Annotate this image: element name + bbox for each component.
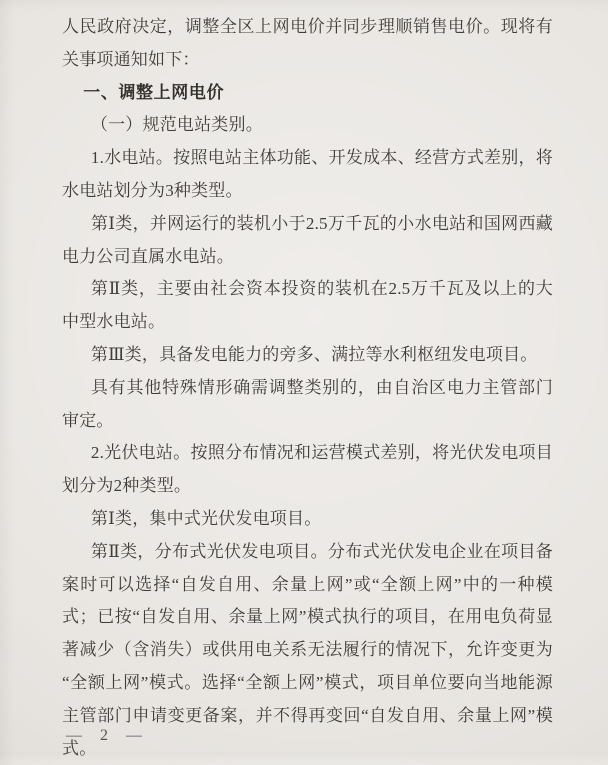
body-paragraph-solar-class1: 第Ⅰ类，集中式光伏发电项目。 <box>90 508 322 528</box>
document-body <box>62 11 553 765</box>
body-paragraph-hydro-class2: 第Ⅱ类，主要由社会资本投资的装机在2.5万千瓦及以上的大中型水电站。 <box>62 279 553 332</box>
subsection-1-heading: （一）规范电站类别。 <box>90 115 263 135</box>
body-paragraph-solar: 2.光伏电站。按照分布情况和运营模式差别，将光伏发电项目划分为2种类型。 <box>62 443 553 496</box>
body-paragraph-hydro-class3: 第Ⅲ类，具备发电能力的旁多、满拉等水利枢纽发电项目。 <box>90 344 538 364</box>
section-1-heading: 一、调整上网电价 <box>83 82 225 102</box>
intro-paragraph: 人民政府决定，调整全区上网电价并同步理顺销售电价。现将有关事项通知如下： <box>62 17 553 69</box>
body-paragraph-hydro-class1: 第Ⅰ类，并网运行的装机小于2.5万千瓦的小水电站和国网西藏电力公司直属水电站。 <box>62 213 553 266</box>
body-paragraph-hydro: 1.水电站。按照电站主体功能、开发成本、经营方式差别，将水电站划分为3种类型。 <box>62 148 553 200</box>
body-paragraph-solar-class2: 第Ⅱ类，分布式光伏发电项目。分布式光伏发电企业在项目备案时可以选择“自发自用、余量上网”或“全额上网”中的一种模式；已按“自发自用、余量上网”模式执行的项目，在用电负荷显著减少（含消失）或供用电关系无法履行的情况下，允许变更为“全额上网”模式。选择“全额上网”模式，项目单位要向当地能源主管部门申请变更备案，并不得再变回“自发自用、余量上网”模式。 <box>62 541 553 758</box>
body-paragraph-special-cases: 具有其他特殊情形确需调整类别的，由自治区电力主管部门审定。 <box>62 377 553 430</box>
page-number: — 2 — <box>66 727 143 744</box>
